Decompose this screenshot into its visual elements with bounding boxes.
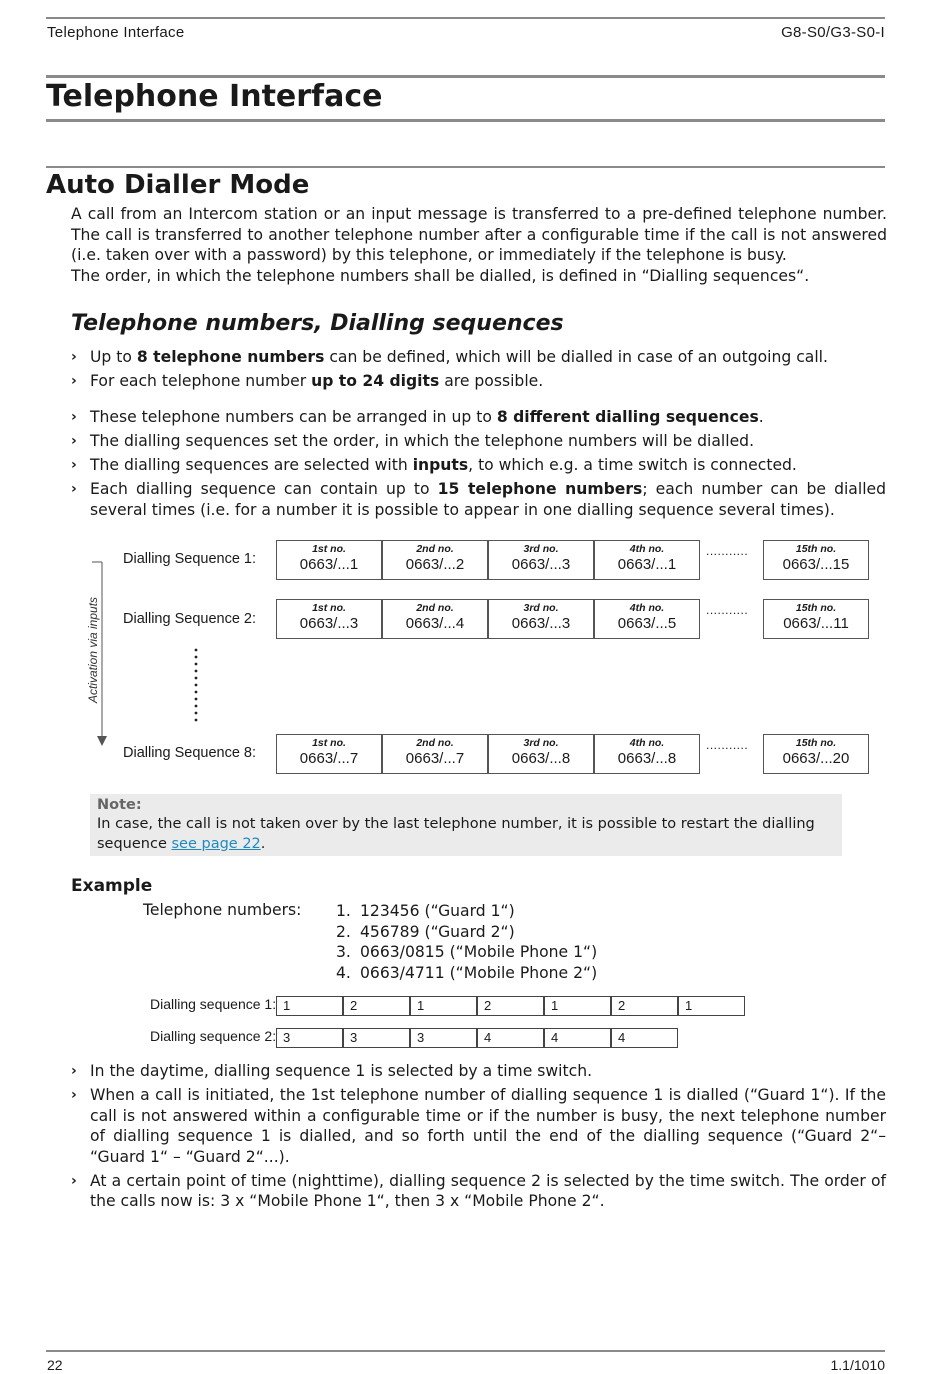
intro-text (71, 204, 887, 286)
example-sequence-cell: 2 (477, 996, 544, 1016)
bullet-item: › The dialling sequences set the order, in which the telephone numbers will be dialled. (71, 432, 755, 450)
bullet-item: › At a certain point of time (nighttime), dialling sequence 2 is selected by the time switch. The order of the calls now is: 3 x “Mobile Phone 1“, then 3 x “Mobile Phone 2“. (71, 1171, 886, 1210)
example-sequence-label: Dialling sequence 2: (150, 1028, 277, 1044)
sequence-cell: 4th no. 0663/...5 (594, 599, 700, 639)
header-right: G8-S0/G3-S0-I (781, 24, 885, 41)
example-sequence-cell: 2 (343, 996, 410, 1016)
chevron-right-icon: › (71, 1063, 77, 1079)
telephone-numbers-label: Telephone numbers: (143, 901, 302, 919)
sequence-label: Dialling Sequence 2: (123, 611, 257, 627)
section-rule (46, 166, 885, 168)
chevron-right-icon: › (71, 481, 77, 497)
top-rule (46, 17, 885, 19)
header-left: Telephone Interface (47, 24, 185, 41)
note-text: In case, the call is not taken over by the last telephone number, it is possible to restart the dialling sequence see page 22. (97, 816, 815, 852)
vertical-ellipsis (192, 646, 202, 726)
sequence-cell: 4th no. 0663/...1 (594, 540, 700, 580)
bullet-list-c (71, 1061, 886, 1215)
sequence-cell: 2nd no. 0663/...4 (382, 599, 488, 639)
example-sequence-cell: 3 (343, 1028, 410, 1048)
ellipsis: ........... (706, 738, 749, 752)
section-title: Auto Dialler Mode (46, 170, 310, 200)
sequence-cell: 3rd no. 0663/...8 (488, 734, 594, 774)
note-title: Note: (97, 797, 142, 813)
telephone-number-list (336, 901, 597, 983)
chevron-right-icon: › (71, 373, 77, 389)
sequence-label: Dialling Sequence 1: (123, 551, 257, 567)
bullet-item: › These telephone numbers can be arranged in up to 8 different dialling sequences. (71, 408, 764, 426)
sequence-cell: 3rd no. 0663/...3 (488, 540, 594, 580)
bullet-item: › Up to 8 telephone numbers can be defined, which will be dialled in case of an outgoing call. (71, 348, 828, 366)
title-top-rule (46, 75, 885, 78)
chevron-right-icon: › (71, 409, 77, 425)
sequence-cell: 2nd no. 0663/...2 (382, 540, 488, 580)
bullet-item: › The dialling sequences are selected with inputs, to which e.g. a time switch is connected. (71, 456, 797, 474)
sequence-cell: 15th no. 0663/...20 (763, 734, 869, 774)
bullet-item: › When a call is initiated, the 1st telephone number of dialling sequence 1 is dialled (“Guard 1“). If the call is not answered within a configurable time or if the number is busy, the next telephone number of dialling sequence 1 is dialled, and so forth until the end of the dialling sequence (“Guard 2“– “Guard 1“ – “Guard 2“...). (71, 1086, 886, 1166)
page-title: Telephone Interface (46, 79, 383, 114)
list-item: 1. 123456 (“Guard 1“) (336, 902, 515, 920)
chevron-right-icon: › (71, 1172, 77, 1189)
example-sequence-cell: 1 (678, 996, 745, 1016)
example-sequence-cell: 4 (477, 1028, 544, 1048)
example-sequence-cell: 4 (544, 1028, 611, 1048)
note-box (90, 794, 842, 856)
intro-paragraph: The order, in which the telephone numbers shall be dialled, is defined in “Dialling sequences“. (71, 266, 810, 285)
document-version: 1.1/1010 (830, 1357, 885, 1373)
example-sequence-cell: 2 (611, 996, 678, 1016)
example-sequence-cell: 1 (276, 996, 343, 1016)
example-sequence-cell: 3 (276, 1028, 343, 1048)
sequence-cell: 3rd no. 0663/...3 (488, 599, 594, 639)
chevron-right-icon: › (71, 349, 77, 365)
page-number: 22 (47, 1357, 63, 1373)
example-sequence-cell: 1 (544, 996, 611, 1016)
footer-rule (46, 1350, 885, 1352)
subsection-title: Telephone numbers, Dialling sequences (71, 311, 564, 336)
bullet-item: › Each dialling sequence can contain up to 15 telephone numbers; each number can be dialled several times (i.e. for a number it is possible to appear in one dialling sequence several times). (71, 480, 887, 519)
chevron-right-icon: › (71, 1087, 77, 1103)
sequence-cell: 15th no. 0663/...15 (763, 540, 869, 580)
example-sequence-cell: 1 (410, 996, 477, 1016)
sequence-cell: 15th no. 0663/...11 (763, 599, 869, 639)
example-sequence-cell: 3 (410, 1028, 477, 1048)
sequence-cell: 4th no. 0663/...8 (594, 734, 700, 774)
sequence-cell: 1st no. 0663/...1 (276, 540, 382, 580)
bullet-item: › In the daytime, dialling sequence 1 is selected by a time switch. (71, 1062, 593, 1080)
list-item: 4. 0663/4711 (“Mobile Phone 2“) (336, 963, 598, 982)
example-sequence-label: Dialling sequence 1: (150, 996, 277, 1012)
ellipsis: ........... (706, 544, 749, 558)
bullet-list-a (71, 347, 886, 395)
example-heading: Example (71, 876, 153, 896)
chevron-right-icon: › (71, 457, 77, 473)
list-item: 3. 0663/0815 (“Mobile Phone 1“) (336, 943, 598, 961)
activation-label: Activation via inputs (86, 596, 100, 704)
bullet-list-b (71, 407, 886, 524)
example-sequence-cell: 4 (611, 1028, 678, 1048)
intro-paragraph: A call from an Intercom station or an input message is transferred to a pre-defined telephone number. The call is transferred to another telephone number after a configurable time if the call is not answered (i.e. taken over with a password) by this telephone, or immediately if the telephone is busy. (71, 205, 887, 264)
sequence-cell: 1st no. 0663/...7 (276, 734, 382, 774)
title-bottom-rule (46, 119, 885, 122)
see-page-link[interactable]: see page 22 (171, 835, 261, 852)
chevron-right-icon: › (71, 433, 77, 449)
sequence-cell: 1st no. 0663/...3 (276, 599, 382, 639)
ellipsis: ........... (706, 603, 749, 617)
list-item: 2. 456789 (“Guard 2“) (336, 922, 515, 941)
bullet-item: › For each telephone number up to 24 digits are possible. (71, 372, 544, 390)
sequence-label: Dialling Sequence 8: (123, 745, 257, 761)
sequence-cell: 2nd no. 0663/...7 (382, 734, 488, 774)
